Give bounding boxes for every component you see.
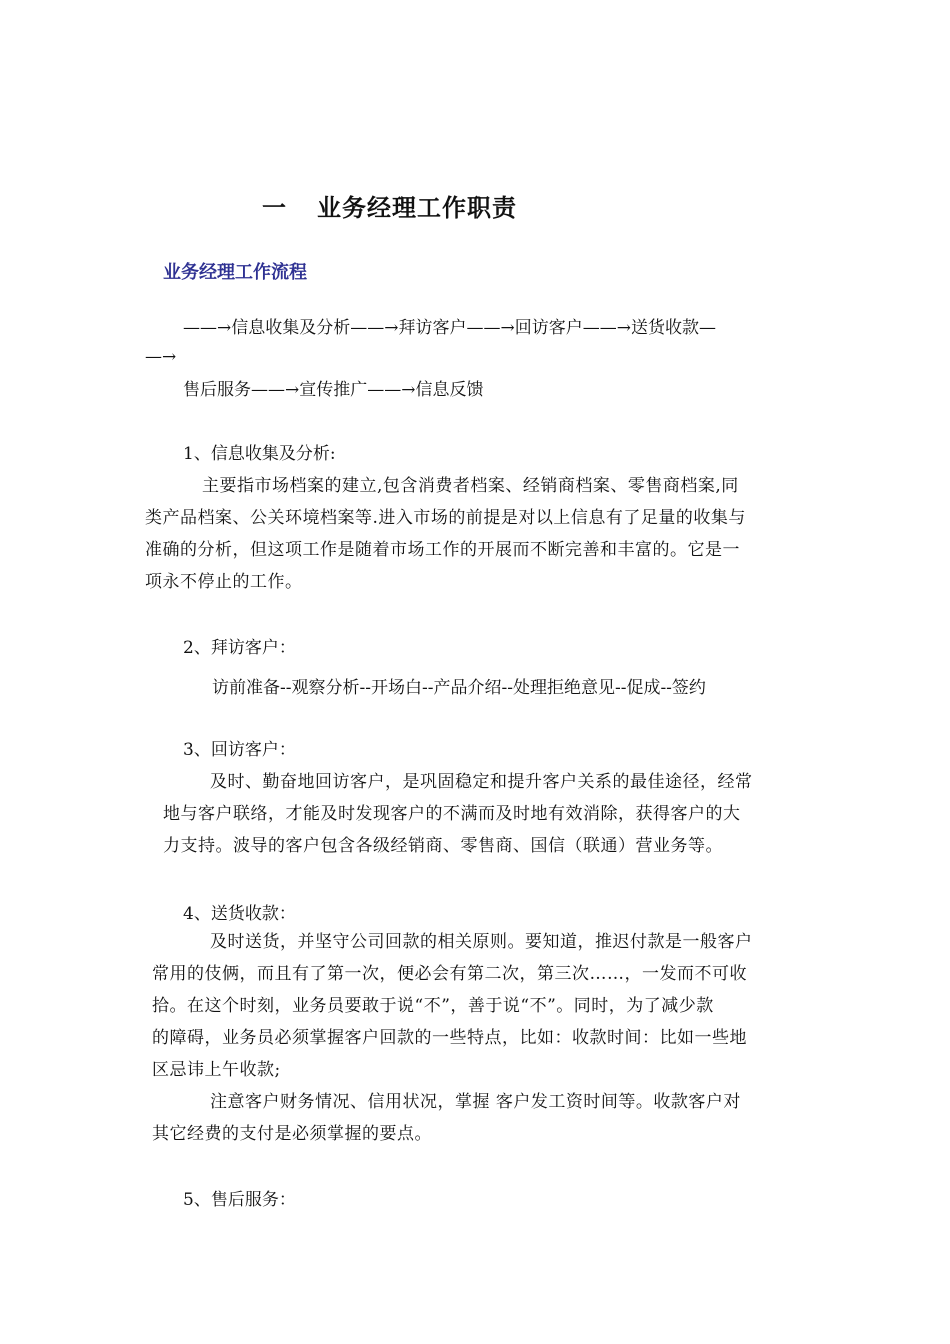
section-1-body: [145, 470, 746, 598]
paragraph-line: 类产品档案、公关环境档案等.进入市场的前提是对以上信息有了足量的收集与: [145, 508, 746, 528]
section-3-body: [163, 766, 753, 862]
paragraph-line: 及时、勤奋地回访客户，是巩固稳定和提升客户关系的最佳途径，经常: [210, 772, 753, 792]
section-4-body: [152, 926, 753, 1150]
paragraph-line: 力支持。波导的客户包含各级经销商、零售商、国信（联通）营业务等。: [163, 836, 723, 856]
flow-line-3: 售后服务——→宣传推广——→信息反馈: [183, 380, 484, 400]
paragraph-line: 其它经费的支付是必须掌握的要点。: [152, 1124, 432, 1144]
section-4-heading: 4、送货收款：: [183, 904, 296, 924]
section-2-heading: 2、拜访客户：: [183, 638, 296, 658]
paragraph-line: 主要指市场档案的建立,包含消费者档案、经销商档案、零售商档案,同: [202, 476, 739, 496]
paragraph-line: 项永不停止的工作。: [145, 572, 303, 592]
flow-line-1: ——→信息收集及分析——→拜访客户——→回访客户——→送货收款—: [183, 318, 716, 338]
paragraph-line: 准确的分析，但这项工作是随着市场工作的开展而不断完善和丰富的。它是一: [145, 540, 740, 560]
section-3-heading: 3、回访客户：: [183, 740, 296, 760]
page-title: [262, 188, 517, 223]
section-subtitle: 业务经理工作流程: [163, 262, 307, 283]
paragraph-line: 区忌讳上午收款;: [152, 1060, 281, 1080]
paragraph-line: 拾。在这个时刻，业务员要敢于说“不”，善于说“不”。同时，为了减少款: [152, 996, 714, 1016]
section-2-body: 访前准备--观察分析--开场白--产品介绍--处理拒绝意见--促成--签约: [212, 678, 706, 698]
title-text: 业务经理工作职责: [317, 194, 517, 222]
paragraph-line: 常用的伎俩，而且有了第一次，便必会有第二次，第三次……，一发而不可收: [152, 964, 747, 984]
flow-line-2: —→: [145, 347, 177, 367]
paragraph-line: 注意客户财务情况、信用状况，掌握 客户发工资时间等。收款客户对: [210, 1092, 741, 1112]
paragraph-line: 的障碍，业务员必须掌握客户回款的一些特点，比如：收款时间：比如一些地: [152, 1028, 747, 1048]
section-5-heading: 5、售后服务：: [183, 1190, 296, 1210]
section-1-heading: 1、信息收集及分析:: [183, 444, 336, 464]
paragraph-line: 地与客户联络，才能及时发现客户的不满而及时地有效消除，获得客户的大: [163, 804, 741, 824]
title-number: 一: [262, 194, 287, 222]
paragraph-line: 及时送货，并坚守公司回款的相关原则。要知道，推迟付款是一般客户: [210, 932, 753, 952]
